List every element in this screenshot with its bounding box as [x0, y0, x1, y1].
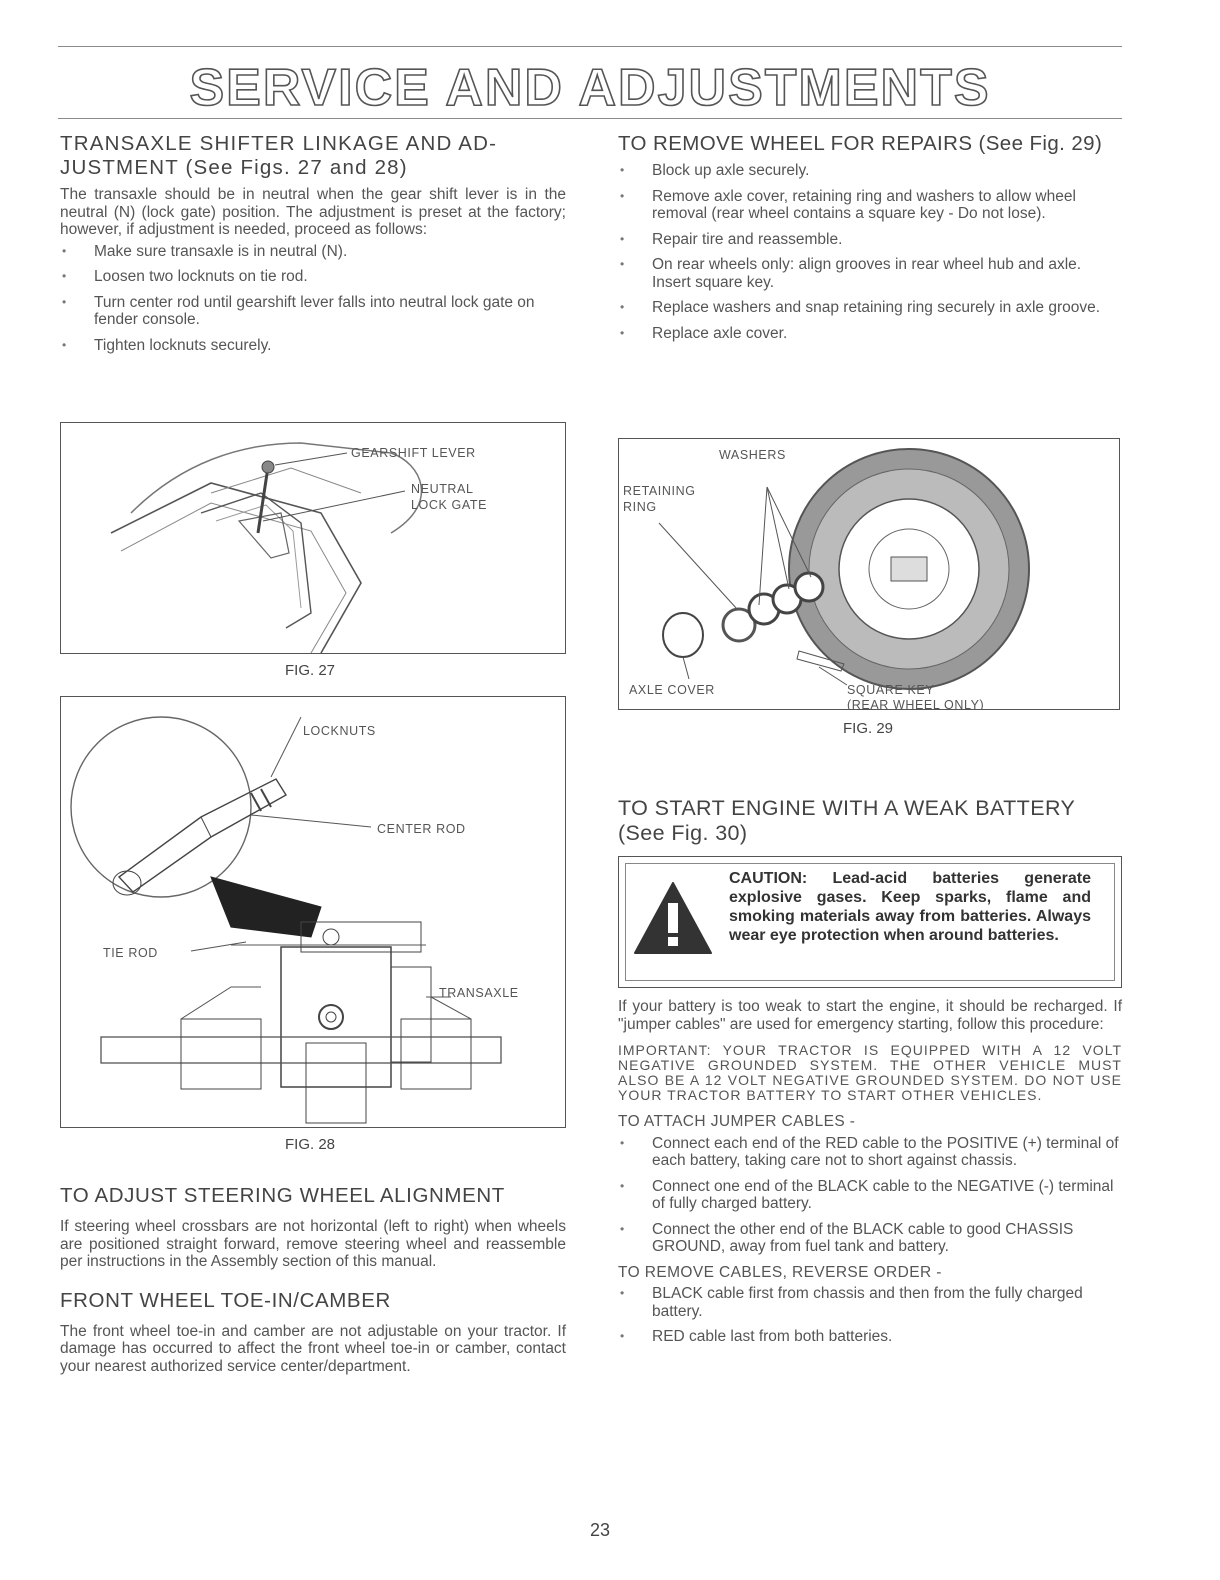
list-item: • Replace axle cover. [618, 325, 1122, 343]
section-title-remove-wheel: TO REMOVE WHEEL FOR REPAIRS (See Fig. 29) [618, 132, 1103, 155]
page-number: 23 [589, 1520, 611, 1540]
caution-box [618, 856, 1122, 988]
label-neutral: NEUTRAL [411, 482, 474, 496]
list-item: • Turn center rod until gearshift lever falls into neutral lock gate on fender console. [60, 294, 566, 329]
section-title-weak-battery: TO START ENGINE WITH A WEAK BATTERY (See Fig. 30) [618, 796, 1075, 845]
caution-text: CAUTION: Lead-acid batteries generate explosive gases. Keep sparks, flame and smoking materials away from batteries. Always wear eye protection when around batteries. [729, 870, 1091, 944]
list-item: • RED cable last from both batteries. [618, 1328, 1122, 1346]
remove-wheel-steps [618, 162, 1122, 342]
title-rule [58, 118, 1122, 119]
left-column [60, 132, 566, 362]
top-rule [58, 46, 1122, 47]
label-retaining: RETAINING [623, 484, 696, 498]
figure-27 [60, 422, 566, 654]
list-item: • Make sure transaxle is in neutral (N). [60, 243, 566, 261]
label-gearshift-lever: GEARSHIFT LEVER [351, 446, 476, 460]
fig29-caption: FIG. 29 [842, 720, 894, 737]
toe-in-body: The front wheel toe-in and camber are not adjustable on your tractor. If damage has occurred to affect the front wheel toe-in or camber, contact your nearest authorized service center/department. [60, 1322, 566, 1375]
warning-icon [633, 879, 713, 959]
list-item: • Block up axle securely. [618, 162, 1122, 180]
shifter-steps [60, 243, 566, 355]
section-title-steering: TO ADJUST STEERING WHEEL ALIGNMENT [60, 1184, 505, 1207]
list-item: • Connect each end of the RED cable to the POSITIVE (+) terminal of each battery, taking care not to short against chassis. [618, 1135, 1122, 1170]
right-column [618, 132, 1122, 350]
fig28-caption: FIG. 28 [284, 1136, 336, 1153]
remove-cables-steps [618, 1285, 1122, 1346]
gearshift-illustration [61, 423, 565, 653]
shifter-intro: The transaxle should be in neutral when the gear shift lever is in the neutral (N) (lock gate) position. The adjustment is preset at the factory; however, if adjustment is needed, proceed as follows: [60, 186, 566, 238]
section-title-shifter: TRANSAXLE SHIFTER LINKAGE AND AD-JUSTMENT (See Figs. 27 and 28) [60, 132, 498, 179]
label-axle-cover: AXLE COVER [629, 683, 715, 697]
label-tie-rod: TIE ROD [103, 946, 158, 960]
figure-29 [618, 438, 1120, 710]
wheel-illustration [619, 439, 1119, 709]
list-item: • Tighten locknuts securely. [60, 337, 566, 355]
list-item: • Connect the other end of the BLACK cable to good CHASSIS GROUND, away from fuel tank and battery. [618, 1221, 1122, 1256]
list-item: • Remove axle cover, retaining ring and washers to allow wheel removal (rear wheel contains a square key - Do not lose). [618, 188, 1122, 223]
list-item: • Replace washers and snap retaining ring securely in axle groove. [618, 299, 1122, 317]
fig27-caption: FIG. 27 [284, 662, 336, 679]
label-square-key: SQUARE KEY [847, 683, 935, 697]
attach-title: TO ATTACH JUMPER CABLES - [618, 1113, 856, 1130]
attach-steps [618, 1135, 1122, 1256]
list-item: • Connect one end of the BLACK cable to the NEGATIVE (-) terminal of fully charged battery. [618, 1178, 1122, 1213]
remove-cables-title: TO REMOVE CABLES, REVERSE ORDER - [618, 1263, 942, 1281]
battery-intro: If your battery is too weak to start the engine, it should be recharged. If "jumper cables" are used for emergency starting, follow this procedure: [618, 998, 1122, 1033]
section-title-toe-in: FRONT WHEEL TOE-IN/CAMBER [60, 1288, 391, 1312]
list-item: • Loosen two locknuts on tie rod. [60, 268, 566, 286]
label-rear-wheel-only: (REAR WHEEL ONLY) [847, 698, 985, 709]
label-lock-gate: LOCK GATE [411, 498, 488, 512]
label-locknuts: LOCKNUTS [303, 724, 376, 738]
left-lower [60, 1184, 566, 1375]
transaxle-illustration [61, 697, 565, 1127]
label-washers: WASHERS [719, 448, 786, 462]
list-item: • On rear wheels only: align grooves in rear wheel hub and axle. Insert square key. [618, 256, 1122, 291]
list-item: • Repair tire and reassemble. [618, 231, 1122, 249]
list-item: • BLACK cable first from chassis and then from the fully charged battery. [618, 1285, 1122, 1320]
steering-body: If steering wheel crossbars are not horizontal (left to right) when wheels are positioned straight forward, remove steering wheel and reassemble per instructions in the Assembly section of this manual. [60, 1218, 566, 1270]
battery-procedure [618, 998, 1122, 1354]
important-note: IMPORTANT: YOUR TRACTOR IS EQUIPPED WITH A 12 VOLT NEGATIVE GROUNDED SYSTEM. THE OTHER VEHICLE MUST ALSO BE A 12 VOLT NEGATIVE GROUNDED SYSTEM. DO NOT USE YOUR TRACTOR BATTERY TO START OTHER VEHICLES. [618, 1042, 1122, 1103]
page-title: SERVICE AND ADJUSTMENTS [189, 59, 991, 117]
label-transaxle: TRANSAXLE [439, 986, 519, 1000]
label-ring: RING [623, 500, 657, 514]
label-center-rod: CENTER ROD [377, 822, 466, 836]
figure-28 [60, 696, 566, 1128]
